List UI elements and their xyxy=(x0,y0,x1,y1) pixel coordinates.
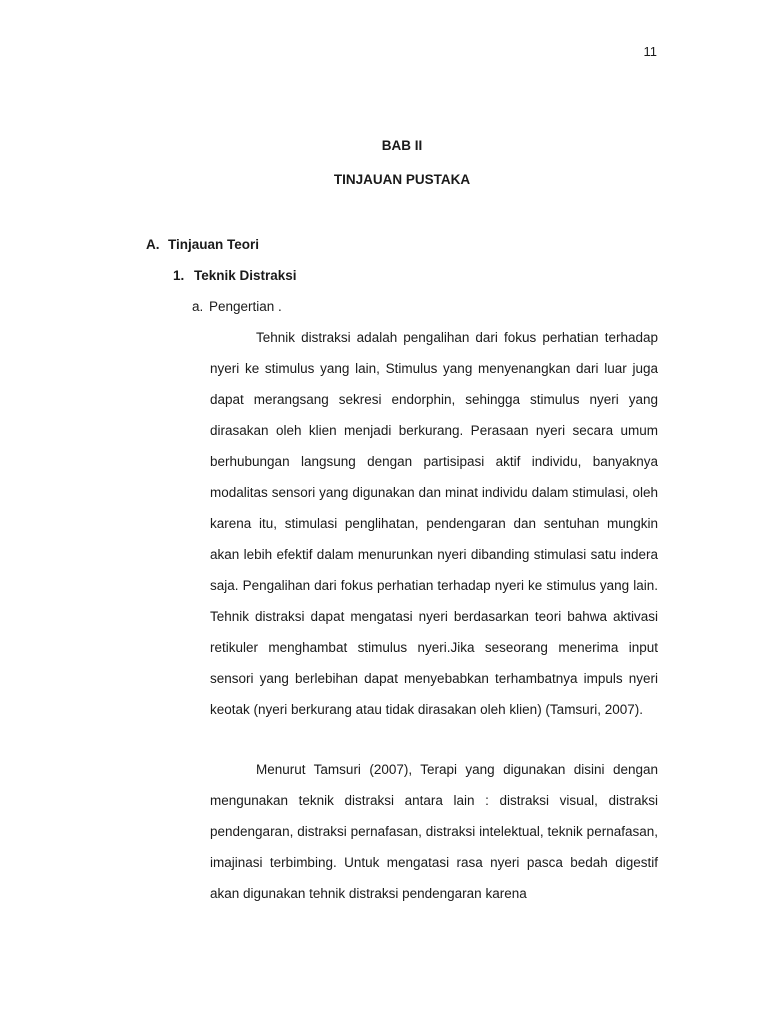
paragraph: Menurut Tamsuri (2007), Terapi yang digunakan disini dengan mengunakan teknik distraksi antara lain : distraksi visual, distraksi pendengaran, distraksi pernafasan, distraksi intelektual, teknik pernafasan, imajinasi terbimbing. Untuk mengatasi rasa nyeri pasca bedah digestif akan digunakan tehnik distraksi pendengaran karena xyxy=(210,762,658,901)
section-heading xyxy=(146,237,259,252)
chapter-number: BAB II xyxy=(381,138,423,153)
item-title: Pengertian . xyxy=(209,299,282,314)
paragraph: Tehnik distraksi adalah pengalihan dari fokus perhatian terhadap nyeri ke stimulus yang lain, Stimulus yang menyenangkan dari luar juga dapat merangsang sekresi endorphin, sehingga stimulus nyeri yang dirasakan oleh klien menjadi berkurang. Perasaan nyeri secara umum berhubungan langsung dengan partisipasi aktif individu, banyaknya modalitas sensori yang digunakan dan minat individu dalam stimulasi, oleh karena itu, stimulasi penglihatan, pendengaran dan sentuhan mungkin akan lebih efektif dalam menurunkan nyeri dibanding stimulasi satu indera saja. Pengalihan dari fokus perhatian terhadap nyeri ke stimulus yang lain. Tehnik distraksi dapat mengatasi nyeri berdasarkan teori bahwa aktivasi retikuler menghambat stimulus nyeri.Jika seseorang menerima input sensori yang berlebihan dapat menyebabkan terhambatnya impuls nyeri keotak (nyeri berkurang atau tidak dirasakan oleh klien) (Tamsuri, 2007). xyxy=(210,330,658,717)
subsection-title: Teknik Distraksi xyxy=(194,268,297,283)
page-number: 11 xyxy=(643,44,657,59)
section-title: Tinjauan Teori xyxy=(168,237,260,252)
item-heading xyxy=(192,299,282,314)
chapter-title: TINJAUAN PUSTAKA xyxy=(333,172,471,187)
item-marker: a. xyxy=(192,299,204,314)
subsection-marker: 1. xyxy=(173,268,185,283)
section-marker: A. xyxy=(146,237,160,252)
subsection-heading xyxy=(173,268,297,283)
